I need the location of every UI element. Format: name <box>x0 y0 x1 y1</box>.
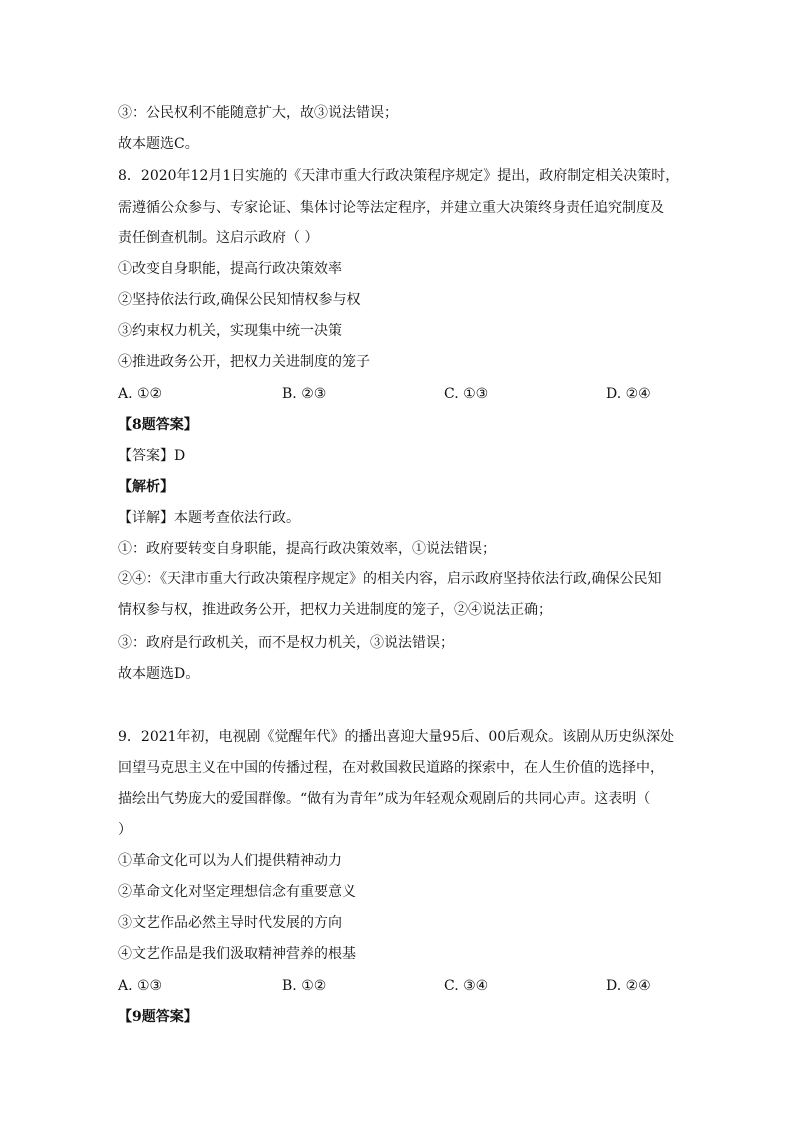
q9-stem-line-4: ） <box>118 822 132 838</box>
q8-detail-line-5: ③：政府是行政机关，而不是权力机关，③说法错误； <box>118 635 454 651</box>
q8-answer: 【答案】D <box>118 448 186 464</box>
q9-item-3: ③文艺作品必然主导时代发展的方向 <box>118 915 342 931</box>
q8-item-2: ②坚持依法行政,确保公民知情权参与权 <box>118 292 361 308</box>
q9-option-a: A. ①③ <box>118 978 163 994</box>
q9-stem-line-1: 9．2021年初，电视剧《觉醒年代》的播出喜迎大量95后、00后观众。该剧从历史纵深处 <box>118 729 675 745</box>
q8-answer-header: 【8题答案】 <box>118 417 198 433</box>
q9-options <box>118 976 678 996</box>
q8-detail-line-1: 【详解】本题考查依法行政。 <box>118 510 300 526</box>
q9-item-1: ①革命文化可以为人们提供精神动力 <box>118 853 342 869</box>
q9-item-2: ②革命文化对坚定理想信念有重要意义 <box>118 884 356 900</box>
q9-stem-line-2: 回望马克思主义在中国的传播过程，在对救国救民道路的探索中，在人生价值的选择中， <box>118 760 664 776</box>
q8-option-a: A. ①② <box>118 386 163 402</box>
q9-option-b: B. ①② <box>282 978 327 994</box>
q8-detail-line-6: 故本题选D。 <box>118 666 200 682</box>
q8-item-1: ①改变自身职能，提高行政决策效率 <box>118 261 342 277</box>
q9-answer-header: 【9题答案】 <box>118 1009 198 1025</box>
q9-option-d: D. ②④ <box>606 978 651 994</box>
q8-option-d: D. ②④ <box>606 386 651 402</box>
prev-conclusion: 故本题选C。 <box>118 136 199 152</box>
q8-item-4: ④推进政务公开，把权力关进制度的笼子 <box>118 354 370 370</box>
q8-stem-line-1: 8．2020年12月1日实施的《天津市重大行政决策程序规定》提出，政府制定相关决策时， <box>118 168 680 184</box>
q8-detail-line-3: ②④：《天津市重大行政决策程序规定》的相关内容，启示政府坚持依法行政,确保公民知 <box>118 571 662 587</box>
q8-stem-line-3: 责任倒查机制。这启示政府（ ） <box>118 230 319 246</box>
q9-item-4: ④文艺作品是我们汲取精神营养的根基 <box>118 946 356 962</box>
q9-stem-line-3: 描绘出气势庞大的爱国群像。“做有为青年”成为年轻观众观剧后的共同心声。这表明（ <box>118 791 651 807</box>
q8-item-3: ③约束权力机关，实现集中统一决策 <box>118 323 342 339</box>
q8-stem-line-2: 需遵循公众参与、专家论证、集体讨论等法定程序，并建立重大决策终身责任追究制度及 <box>118 200 664 216</box>
q8-option-c: C. ①③ <box>444 386 489 402</box>
q8-analysis-header: 【解析】 <box>118 479 174 495</box>
q8-options <box>118 384 678 404</box>
q8-option-b: B. ②③ <box>282 386 327 402</box>
q9-option-c: C. ③④ <box>444 978 489 994</box>
q8-detail-line-4: 情权参与权，推进政务公开，把权力关进制度的笼子，②④说法正确； <box>118 602 552 618</box>
q8-detail-line-2: ①：政府要转变自身职能，提高行政决策效率，①说法错误； <box>118 541 496 557</box>
prev-analysis-line: ③：公民权利不能随意扩大，故③说法错误； <box>118 105 398 121</box>
